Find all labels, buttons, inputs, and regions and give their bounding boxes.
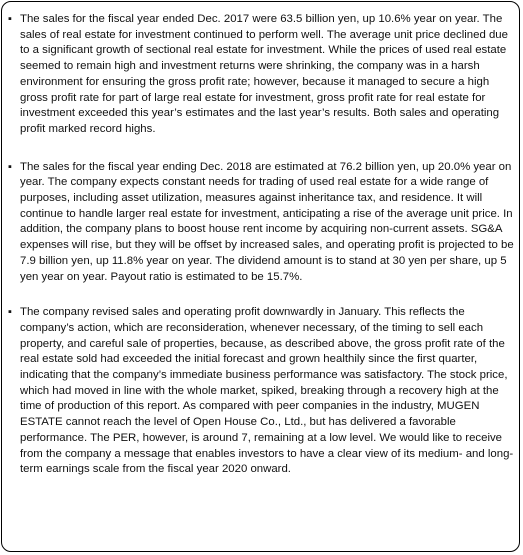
text-box	[1, 1, 520, 552]
paragraph-text: The company revised sales and operating profit downwardly in January. This reflects the company’s action, which are reconsideration, whenever necessary, of the timing to sell each property, and careful sale of properties, because, as described above, the gross profit rate of the real estate sold had exceeded the initial forecast and grown healthily since the first quarter, indicating that the company’s immediate business performance was satisfactory. The stock price, which had moved in line with the whole market, spiked, breaking through a recovery high at the time of production of this report. As compared with peer companies in the industry, MUGEN ESTATE cannot reach the level of Open House Co., Ltd., but has delivered a favorable performance. The PER, however, is around 7, remaining at a low level. We would like to receive from the company a message that enables investors to have a clear view of its medium- and long-term earnings scale from the fiscal year 2020 onward.	[20, 306, 514, 476]
bullet-icon: ▪	[8, 13, 12, 25]
text-box-content	[8, 12, 517, 478]
bullet-icon: ▪	[8, 306, 12, 319]
paragraph-text: The sales for the fiscal year ending Dec. 2018 are estimated at 76.2 billion yen, up 20.0% year on year. The company expects constant needs for trading of used real estate for a wide range of purposes, including asset utilization, measures against inheritance tax, and residence. It will continue to handle larger real estate for investment, anticipating a rise of the average unit price. In addition, the company plans to boost house rent income by acquiring non-current assets. SG&A expenses will rise, but they will be offset by increased sales, and operating profit is projected to be 7.9 billion yen, up 11.8% year on year. The dividend amount is to stand at 30 yen per share, up 5 yen year on year. Payout ratio is estimated to be 15.7%.	[20, 160, 514, 283]
paragraph-fy2018-forecast	[8, 160, 517, 286]
paragraph-fy2017-results	[8, 12, 517, 138]
paragraph-revision-and-valuation	[8, 305, 517, 478]
bullet-icon: ▪	[8, 160, 12, 173]
paragraph-text: The sales for the fiscal year ended Dec. 2017 were 63.5 billion yen, up 10.6% year on year. The sales of real estate for investment continued to perform well. The average unit price declined due to a significant growth of sectional real estate for investment. While the prices of used real estate seemed to remain high and investment returns were shrinking, the company was in a harsh environment for ensuring the gross profit rate; however, because it managed to secure a high gross profit rate for part of large real estate for investment, gross profit rate for real estate for investment exceeded this year’s estimates and the last year’s results. Both sales and operating profit marked record highs.	[20, 13, 508, 135]
